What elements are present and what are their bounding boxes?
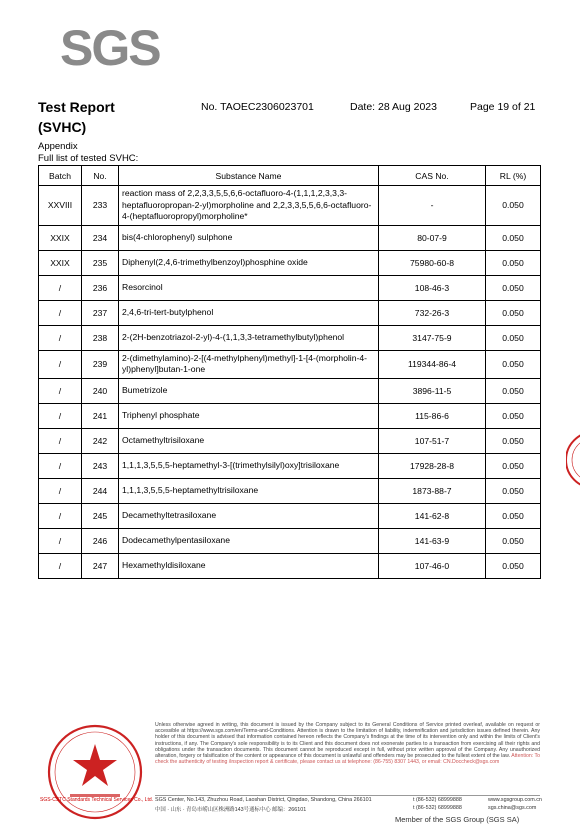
header-cas: CAS No. [379, 166, 486, 186]
cell-no: 233 [82, 186, 119, 226]
header-substance: Substance Name [119, 166, 379, 186]
table-row [39, 453, 541, 478]
header-batch: Batch [39, 166, 82, 186]
cell-no: 234 [82, 225, 119, 250]
cell-batch: XXIX [39, 250, 82, 275]
cell-no: 246 [82, 528, 119, 553]
cell-rl: 0.050 [486, 186, 541, 226]
cell-rl: 0.050 [486, 378, 541, 403]
cell-no: 237 [82, 300, 119, 325]
table-row [39, 275, 541, 300]
side-seal-fragment [566, 430, 580, 490]
cell-rl: 0.050 [486, 350, 541, 378]
cell-batch: / [39, 453, 82, 478]
address-chinese: 中国 · 山东 · 青岛市崂山区株洲路143号通标中心 邮编：266101 [155, 807, 307, 813]
cell-substance: 2,4,6-tri-tert-butylphenol [119, 300, 379, 325]
cell-rl: 0.050 [486, 300, 541, 325]
cell-rl: 0.050 [486, 250, 541, 275]
cell-no: 235 [82, 250, 119, 275]
cell-no: 244 [82, 478, 119, 503]
member-note: Member of the SGS Group (SGS SA) [395, 815, 520, 824]
cell-substance: reaction mass of 2,2,3,3,5,5,6,6-octafluoro-4-(1,1,1,2,3,3,3-heptafluoropropan-2-yl)morpholine and 2,2,3,3,5,5,6,6-octafluoro-4-(heptafluoropropyl)morpholine* [119, 186, 379, 226]
cell-batch: / [39, 403, 82, 428]
cell-substance: Decamethyltetrasiloxane [119, 503, 379, 528]
cell-no: 240 [82, 378, 119, 403]
cell-batch: XXIX [39, 225, 82, 250]
cell-rl: 0.050 [486, 503, 541, 528]
disclaimer-text: Unless otherwise agreed in writing, this document is issued by the Company subject to its General Conditions of Service printed overleaf, available on request or accessible at https://www.sgs.com/en/Terms-and-Conditions. Attention is drawn to the limitation of liability, indemnification and jurisdiction issues defined therein. Any holder of this document is advised that information contained hereon reflects the Company's findings at the time of its intervention only and within the limits of Client's instructions, if any. The Company's sole responsibility is to its Client and this document does not exonerate parties to a transaction from exercising all their rights and obligations under the transaction documents. This document cannot be reproduced except in full, without prior written approval of the Company. Any unauthorized alteration, forgery or falsification of the content or appearance of this document is unlawful and offenders may be prosecuted to the fullest extent of the law. [155, 722, 540, 760]
cell-cas: 115-86-6 [379, 403, 486, 428]
table-row [39, 186, 541, 226]
table-row [39, 325, 541, 350]
cell-batch: / [39, 478, 82, 503]
table-header-row [39, 166, 541, 186]
report-number: No. TAOEC2306023701 [201, 101, 314, 113]
cell-cas: 107-51-7 [379, 428, 486, 453]
cell-batch: / [39, 553, 82, 578]
cell-cas: 80-07-9 [379, 225, 486, 250]
cell-substance: Bumetrizole [119, 378, 379, 403]
svhc-table [38, 165, 541, 579]
cell-batch: / [39, 428, 82, 453]
table-row [39, 378, 541, 403]
cell-batch: / [39, 275, 82, 300]
cell-no: 247 [82, 553, 119, 578]
cell-no: 243 [82, 453, 119, 478]
cell-substance: Dodecamethylpentasiloxane [119, 528, 379, 553]
cell-substance: Octamethyltrisiloxane [119, 428, 379, 453]
cell-batch: / [39, 300, 82, 325]
cell-rl: 0.050 [486, 453, 541, 478]
table-row [39, 403, 541, 428]
cell-cas: 108-46-3 [379, 275, 486, 300]
telephone-2: t (86-532) 68999888 [413, 805, 462, 811]
table-row [39, 350, 541, 378]
cell-no: 238 [82, 325, 119, 350]
address-english: SGS Center, No.143, Zhuzhou Road, Laoshan District, Qingdao, Shandong, China 266101 [155, 797, 372, 803]
footer-disclaimer [155, 722, 540, 765]
logo-text: SGS [60, 20, 160, 76]
seal-caption: SGS-CSTC Standards Technical Services Co., Ltd. [40, 797, 154, 803]
cell-cas: 107-46-0 [379, 553, 486, 578]
cell-rl: 0.050 [486, 275, 541, 300]
table-row [39, 503, 541, 528]
cell-no: 239 [82, 350, 119, 378]
report-title: Test Report [38, 99, 115, 115]
official-seal [40, 722, 150, 830]
cell-rl: 0.050 [486, 225, 541, 250]
cell-no: 241 [82, 403, 119, 428]
table-row [39, 428, 541, 453]
cell-batch: / [39, 350, 82, 378]
page-number: Page 19 of 21 [470, 101, 536, 113]
cell-rl: 0.050 [486, 528, 541, 553]
cell-batch: / [39, 378, 82, 403]
cell-substance: 2-(dimethylamino)-2-[(4-methylphenyl)methyl]-1-[4-(morpholin-4-yl)phenyl]butan-1-one [119, 350, 379, 378]
website-link[interactable]: www.sgsgroup.com.cn [488, 797, 542, 803]
cell-rl: 0.050 [486, 403, 541, 428]
appendix-label: Appendix [38, 141, 78, 152]
cell-substance: 1,1,1,3,5,5,5-heptamethyltrisiloxane [119, 478, 379, 503]
table-row [39, 528, 541, 553]
cell-batch: / [39, 503, 82, 528]
footer-divider [155, 795, 540, 796]
table-row [39, 300, 541, 325]
cell-cas: 1873-88-7 [379, 478, 486, 503]
cell-rl: 0.050 [486, 553, 541, 578]
cell-rl: 0.050 [486, 478, 541, 503]
header-rl: RL (%) [486, 166, 541, 186]
cell-cas: - [379, 186, 486, 226]
cell-rl: 0.050 [486, 325, 541, 350]
header-no: No. [82, 166, 119, 186]
table-row [39, 250, 541, 275]
table-row [39, 478, 541, 503]
cell-cas: 17928-28-8 [379, 453, 486, 478]
cell-cas: 732-26-3 [379, 300, 486, 325]
cell-substance: bis(4-chlorophenyl) sulphone [119, 225, 379, 250]
sgs-logo [60, 20, 160, 76]
cell-no: 242 [82, 428, 119, 453]
cell-substance: Resorcinol [119, 275, 379, 300]
cell-no: 236 [82, 275, 119, 300]
cell-cas: 3896-11-5 [379, 378, 486, 403]
cell-batch: / [39, 528, 82, 553]
report-date: Date: 28 Aug 2023 [350, 101, 437, 113]
cell-substance: Diphenyl(2,4,6-trimethylbenzoyl)phosphine oxide [119, 250, 379, 275]
cell-cas: 3147-75-9 [379, 325, 486, 350]
cell-cas: 141-63-9 [379, 528, 486, 553]
cell-substance: Hexamethyldisiloxane [119, 553, 379, 578]
table-row [39, 553, 541, 578]
cell-batch: XXVIII [39, 186, 82, 226]
list-title: Full list of tested SVHC: [38, 153, 139, 164]
cell-substance: Triphenyl phosphate [119, 403, 379, 428]
table-row [39, 225, 541, 250]
cell-cas: 119344-86-4 [379, 350, 486, 378]
authenticity-alert: Attention: To check the authenticity of testing /inspection report & certificate, please contact us at telephone: (86-755) 8307 1443, or email: CN.Doccheck@sgs.com [155, 753, 540, 766]
cell-rl: 0.050 [486, 428, 541, 453]
cell-substance: 1,1,1,3,5,5,5-heptamethyl-3-[(trimethylsilyl)oxy]trisiloxane [119, 453, 379, 478]
report-subtitle: (SVHC) [38, 119, 87, 135]
cell-substance: 2-(2H-benzotriazol-2-yl)-4-(1,1,3,3-tetramethylbutyl)phenol [119, 325, 379, 350]
cell-no: 245 [82, 503, 119, 528]
cell-cas: 141-62-8 [379, 503, 486, 528]
telephone-1: t (86-532) 68999888 [413, 797, 462, 803]
cell-cas: 75980-60-8 [379, 250, 486, 275]
email-link[interactable]: sgs.china@sgs.com [488, 805, 537, 811]
cell-batch: / [39, 325, 82, 350]
